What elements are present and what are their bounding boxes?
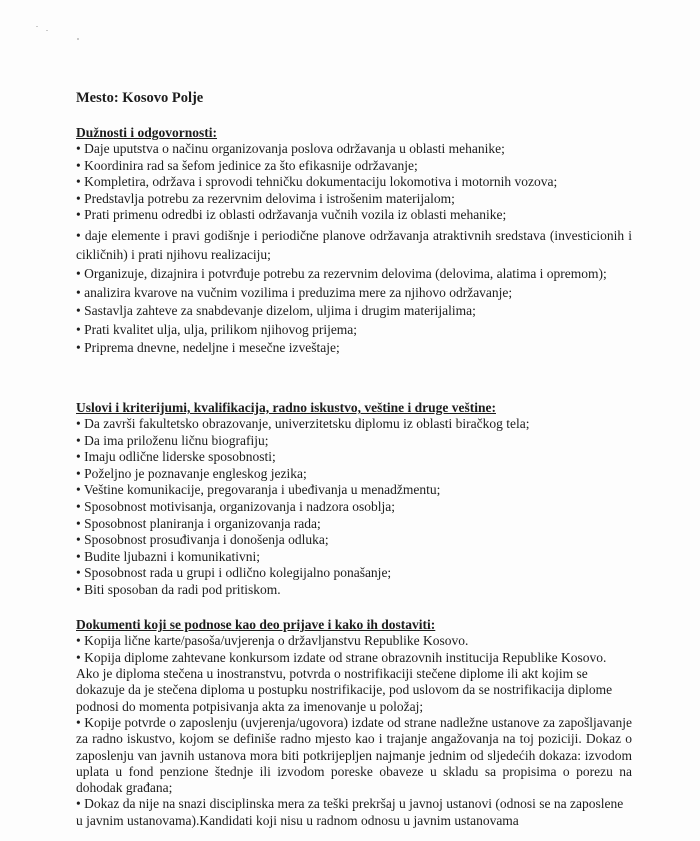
list-item: • Da završi fakultetsko obrazovanje, univerzitetsku diplomu iz oblasti biračkog tela; bbox=[76, 415, 530, 431]
list-item: • Biti sposoban da radi pod pritiskom. bbox=[76, 581, 281, 597]
section-heading-duties: Dužnosti i odgovornosti: bbox=[76, 125, 218, 140]
list-item: • Dokaz da nije na snazi disciplinska mera za teški prekršaj u javnoj ustanovi (odnosi se na zaposlene u javnim ustanovama).Kandidati koji nisu u radnom odnosu u javnim ustanovama bbox=[76, 796, 624, 828]
documents-list bbox=[76, 633, 632, 829]
list-item: • Budite ljubazni i komunikativni; bbox=[76, 548, 260, 564]
list-item: • Priprema dnevne, nedeljne i mesečne izveštaje; bbox=[76, 340, 340, 356]
list-item: • Sastavlja zahteve za snabdevanje dizelom, uljima i drugim materijalima; bbox=[76, 303, 476, 319]
duties-list bbox=[76, 141, 632, 357]
list-item: • Sposobnost rada u grupi i odlično kolegijalno ponašanje; bbox=[76, 565, 392, 581]
list-item: • Sposobnost prosuđivanja i donošenja odluka; bbox=[76, 532, 329, 548]
list-item: • Kopija diplome zahtevane konkursom izdate od strane obrazovnih institucija Republike Kosovo. Ako je diploma stečena u inostranstvu, potvrda o nostrifikaciji stečene diplome ili akt kojim se dokazuje da je stečena diploma u postupku nostrifikacije, pod uslovom da se nostrifikacija diplome podnosi do momenta potpisivanja akta za imenovanje u položaj; bbox=[76, 649, 613, 714]
list-item: • Kompletira, održava i sprovodi tehničku dokumentaciju lokomotiva i motornih vozova; bbox=[76, 174, 558, 190]
list-item: • Prati primenu odredbi iz oblasti održavanja vučnih vozila iz oblasti mehanike; bbox=[76, 207, 507, 223]
scan-speck bbox=[46, 30, 48, 31]
list-item: • Koordinira rad sa šefom jedinice za što efikasnije održavanje; bbox=[76, 157, 418, 173]
list-item: • Poželjno je poznavanje engleskog jezika; bbox=[76, 465, 307, 481]
section-requirements bbox=[76, 399, 632, 599]
place-line: Mesto: Kosovo Polje bbox=[76, 90, 204, 106]
list-item: • Prati kvalitet ulja, ulja, prilikom njihovog prijema; bbox=[76, 321, 358, 337]
scan-speck bbox=[36, 26, 38, 27]
list-item: • Sposobnost planiranja i organizovanja rada; bbox=[76, 515, 321, 531]
list-item: • Veštine komunikacije, pregovaranja i ubeđivanja u menadžmentu; bbox=[76, 482, 441, 498]
section-heading-documents: Dokumenti koji se podnose kao deo prijave i kako ih dostaviti: bbox=[76, 617, 436, 633]
requirements-list bbox=[76, 416, 632, 599]
section-duties bbox=[76, 124, 632, 357]
list-item: • Sposobnost motivisanja, organizovanja i nadzora osoblja; bbox=[76, 498, 396, 514]
section-documents bbox=[76, 616, 632, 829]
list-item: • Kopije potvrde o zaposlenju (uvjerenja/ugovora) izdate od strane nadležne ustanove za zapošljavanje za radno iskustvo, kojom se definiše radno mjesto kao i trajanje angažovanja na toj poziciji. Dokaz o zaposlenju van javnih ustanova mora biti potkrijepljen najmanje jednim od sljedećih dokaza: izvodom uplata u fond penzione štednje ili izvodom poreske obaveze u skladu sa propisima o porezu na dohodak građana; bbox=[76, 714, 632, 796]
list-item: • Imaju odlične liderske sposobnosti; bbox=[76, 449, 276, 465]
scan-speck bbox=[77, 38, 79, 40]
list-item: • Da ima priloženu ličnu biografiju; bbox=[76, 432, 269, 448]
list-item: • analizira kvarove na vučnim vozilima i preduzima mere za njihovo održavanje; bbox=[76, 284, 513, 300]
section-heading-requirements: Uslovi i kriterijumi, kvalifikacija, radno iskustvo, veštine i druge veštine: bbox=[76, 399, 496, 415]
list-item: • Organizuje, dizajnira i potvrđuje potrebu za rezervnim delovima (delovima, alatima i opremom); bbox=[76, 265, 607, 281]
list-item: • Daje uputstva o načinu organizovanja poslova održavanja u oblasti mehanike; bbox=[76, 141, 505, 156]
list-item: • Kopija lične karte/pasoša/uvjerenja o državljanstvu Republike Kosovo. bbox=[76, 633, 469, 649]
document-body bbox=[76, 88, 632, 829]
list-item: • daje elemente i pravi godišnje i periodične planove održavanja atraktivnih sredstava (investicionih i cikličnih) i prati njihovu realizaciju; bbox=[76, 227, 632, 262]
list-item: • Predstavlja potrebu za rezervnim delovima i istrošenim materijalom; bbox=[76, 190, 455, 206]
